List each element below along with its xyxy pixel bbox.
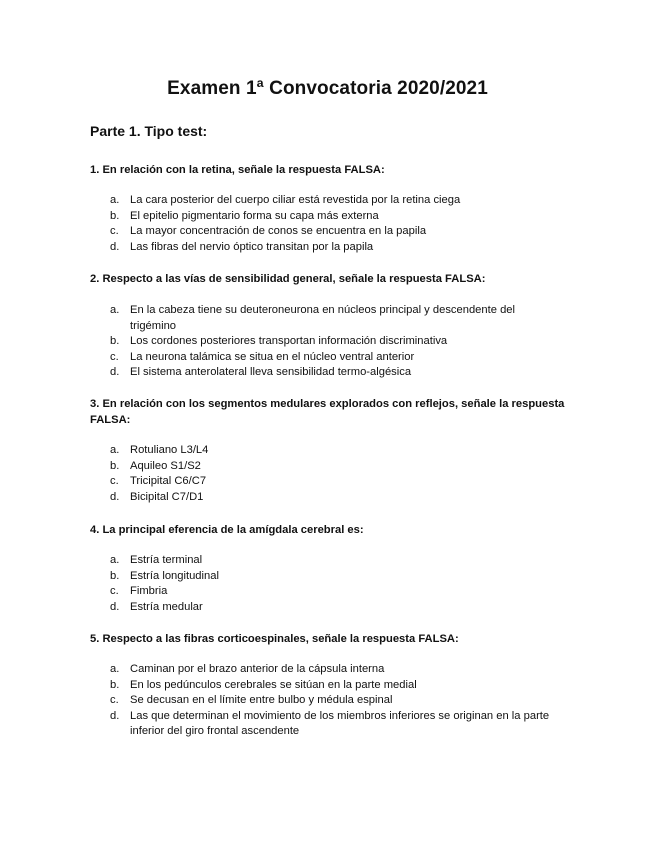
option-text: Estría medular	[130, 600, 203, 613]
option-1b	[110, 209, 560, 225]
option-5d	[110, 709, 560, 740]
question-3: 3. En relación con los segmentos medulares explorados con reflejos, señale la respuesta FALSA:	[90, 398, 565, 426]
option-text: La mayor concentración de conos se encuentra en la papila	[130, 225, 427, 238]
option-marker: d.	[110, 240, 120, 253]
option-5c	[110, 693, 560, 709]
option-3d	[110, 490, 560, 506]
option-text: Caminan por el brazo anterior de la cápsula interna	[130, 663, 385, 675]
question-3-options	[110, 443, 560, 505]
option-2c	[110, 350, 560, 366]
option-text: En los pedúnculos cerebrales se sitúan en la parte medial	[130, 678, 417, 691]
option-text: Tricipital C6/C7	[130, 475, 207, 488]
question-1: 1. En relación con la retina, señale la respuesta FALSA:	[90, 164, 385, 176]
option-5b	[110, 678, 560, 694]
option-marker: c.	[110, 585, 119, 598]
option-marker: b.	[110, 209, 120, 222]
option-2b	[110, 334, 560, 350]
question-4-options	[110, 553, 560, 615]
option-marker: a.	[110, 304, 120, 316]
option-marker: b.	[110, 335, 120, 348]
option-2d	[110, 365, 560, 381]
option-text: En la cabeza tiene su deuteroneurona en núcleos principal y descendente del trigémino	[130, 304, 515, 332]
option-text: El sistema anterolateral lleva sensibilidad termo-algésica	[130, 366, 412, 379]
question-5-options	[110, 662, 560, 740]
option-text: Estría longitudinal	[130, 569, 219, 582]
option-text: Se decusan en el límite entre bulbo y médula espinal	[130, 694, 393, 707]
option-marker: a.	[110, 554, 120, 566]
option-text: Las que determinan el movimiento de los miembros inferiores se originan en la parte inferior del giro frontal ascendente	[130, 709, 550, 738]
option-3a	[110, 443, 560, 459]
option-marker: d.	[110, 709, 120, 722]
option-4b	[110, 569, 560, 585]
option-marker: a.	[110, 663, 120, 675]
option-4a	[110, 553, 560, 569]
question-2: 2. Respecto a las vías de sensibilidad general, señale la respuesta FALSA:	[90, 273, 486, 285]
option-marker: a.	[110, 444, 120, 456]
question-1-options	[110, 193, 560, 255]
option-text: La cara posterior del cuerpo ciliar está revestida por la retina ciega	[130, 194, 461, 206]
question-5: 5. Respecto a las fibras corticoespinales, señale la respuesta FALSA:	[90, 633, 459, 645]
option-marker: c.	[110, 694, 119, 707]
option-marker: b.	[110, 569, 120, 582]
option-marker: c.	[110, 475, 119, 488]
option-marker: d.	[110, 490, 120, 503]
option-text: La neurona talámica se situa en el núcleo ventral anterior	[130, 350, 415, 363]
option-1d	[110, 240, 560, 256]
option-marker: c.	[110, 350, 119, 363]
option-text: El epitelio pigmentario forma su capa más externa	[130, 209, 379, 222]
option-marker: a.	[110, 194, 120, 206]
option-marker: d.	[110, 366, 120, 379]
option-text: Estría terminal	[130, 554, 203, 566]
question-4: 4. La principal eferencia de la amígdala cerebral es:	[90, 524, 364, 536]
option-text: Los cordones posteriores transportan información discriminativa	[130, 335, 448, 348]
option-5a	[110, 662, 560, 678]
option-text: Bicipital C7/D1	[130, 490, 204, 503]
option-text: Rotuliano L3/L4	[130, 444, 209, 456]
option-3c	[110, 474, 560, 490]
option-1a	[110, 193, 560, 209]
question-2-options	[110, 303, 560, 381]
option-4d	[110, 600, 560, 616]
option-2a	[110, 303, 560, 334]
option-3b	[110, 459, 560, 475]
option-text: Las fibras del nervio óptico transitan por la papila	[130, 240, 374, 253]
option-marker: b.	[110, 459, 120, 472]
option-marker: c.	[110, 225, 119, 238]
section-heading: Parte 1. Tipo test:	[90, 123, 208, 139]
option-1c	[110, 224, 560, 240]
option-text: Fimbria	[130, 585, 168, 598]
option-marker: b.	[110, 678, 120, 691]
option-marker: d.	[110, 600, 120, 613]
option-text: Aquileo S1/S2	[130, 459, 201, 472]
option-4c	[110, 584, 560, 600]
document-title: Examen 1ª Convocatoria 2020/2021	[167, 78, 488, 99]
